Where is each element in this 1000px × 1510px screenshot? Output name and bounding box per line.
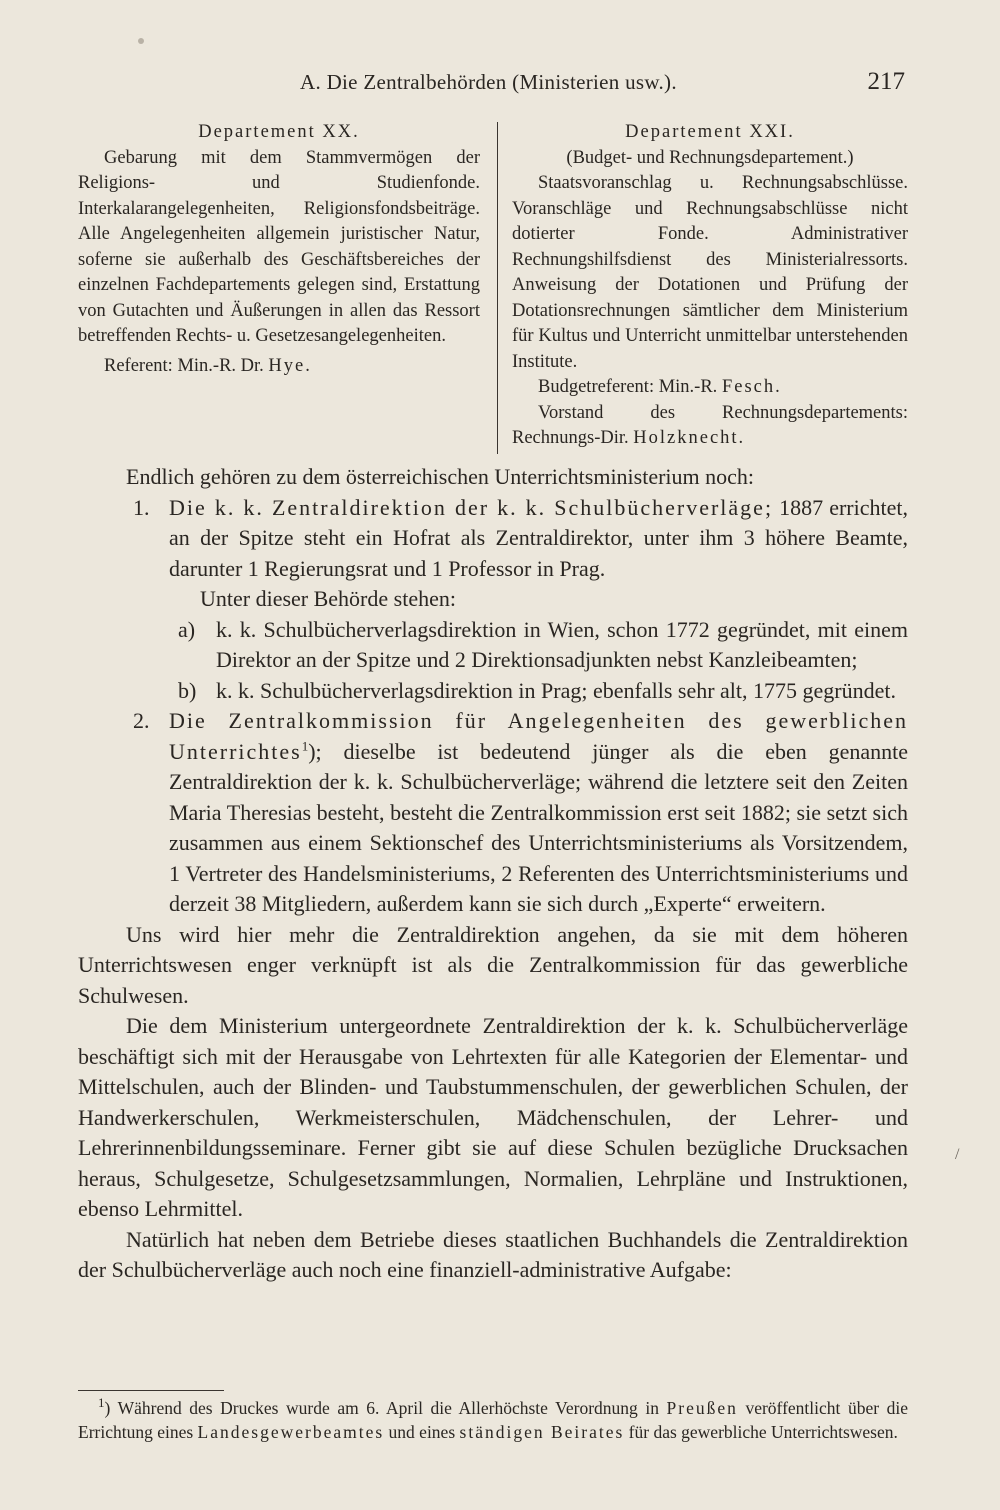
- footnote-spaced-b: Landesgewerbeamtes: [197, 1422, 385, 1442]
- department-xxi-body: Staatsvoranschlag u. Rechnungsabschlüsse. Voranschläge und Rechnungsabschlüsse nicht dotierter Fonde. Administrativer Rechnungshilfsdienst des Ministerialressorts. Anweisung der Dotationen und Prüfung der Dotationsrechnungen sämtlicher dem Ministerium für Kultus und Unterricht unmittelbar unterstehenden Institute.: [512, 173, 908, 372]
- sub-item-b-text: k. k. Schulbücherverlagsdirektion in Prag; ebenfalls sehr alt, 1775 gegründet.: [216, 677, 896, 703]
- footnote-text-a: ) Während des Druckes wurde am 6. April die Allerhöchste Verordnung in: [104, 1398, 667, 1418]
- footnote-spaced-a: Preußen: [666, 1398, 738, 1418]
- budgetreferent-name: Fesch.: [721, 377, 782, 397]
- list-item-1-heading: Die k. k. Zentraldirektion der k. k. Schulbücherverläge;: [169, 494, 774, 520]
- footnote-marker: 1: [98, 1395, 105, 1411]
- page-number: 217: [867, 68, 905, 95]
- vorstand-label: Vorstand des Rechnungsdepartements: Rechnungs-Dir.: [512, 402, 908, 448]
- budgetreferent-label: Budgetreferent: Min.-R.: [538, 377, 722, 397]
- header-title: A. Die Zentralbehörden (Ministerien usw.).: [300, 70, 677, 94]
- footnote: [78, 1396, 908, 1444]
- ink-spot: [138, 38, 144, 44]
- list-item-1-number: 1.: [133, 494, 150, 520]
- department-xxi: [512, 120, 908, 452]
- department-xxi-title: Departement XXI.: [625, 122, 795, 142]
- department-xx-title: Departement XX.: [198, 122, 360, 142]
- main-intro: Endlich gehören zu dem österreichischen Unterrichtsministerium noch:: [126, 464, 755, 489]
- sub-item-a: [178, 615, 908, 676]
- main-text: [78, 462, 908, 1286]
- list-item-1-sub-intro: Unter dieser Behörde stehen:: [200, 586, 456, 611]
- list-item-1: [133, 493, 908, 585]
- list-item-2: [133, 706, 908, 920]
- list-item-1-text: 1887 errichtet, an der Spitze steht ein Hofrat als Zentraldirektor, unter ihm 3 höhere Beamte, darunter 1 Regierungsrat und 1 Professor in Prag.: [169, 494, 908, 581]
- department-xx-body: Gebarung mit dem Stammvermögen der Religions- und Studienfonde. Interkalarangelegenheiten, Religionsfondsbeiträge. Alle Angelegenheiten allgemein juristischer Natur, soferne sie außerhalb des Geschäftsbereiches der einzelnen Fachdepartements gelegen sind, Erstattung von Gutachten und Äußerungen in allen das Ressort betreffenden Rechts- u. Gesetzesangelegenheiten.: [78, 147, 480, 346]
- footnote-text: [78, 1396, 908, 1444]
- sub-item-a-label: a): [178, 616, 196, 642]
- paragraph-3: Natürlich hat neben dem Betriebe dieses staatlichen Buchhandels die Zentraldirektion der Schulbücherverläge auch noch eine finanziell-administrative Aufgabe:: [78, 1226, 908, 1282]
- department-xxi-subtitle: (Budget- und Rechnungsdepartement.): [566, 147, 854, 168]
- footnote-spaced-c: ständigen Beirates: [459, 1422, 625, 1442]
- footnote-text-d: für das gewerbliche Unterrichtswesen.: [624, 1422, 898, 1442]
- sub-item-a-text: k. k. Schulbücherverlagsdirektion in Wien, schon 1772 gegründet, mit einem Direktor an der Spitze und 2 Direktionsadjunkten nebst Kanzleibeamten;: [216, 616, 908, 672]
- list-item-2-heading: Die Zentralkommission für Angelegenheiten des gewerblichen Unterrichtes: [169, 708, 908, 764]
- footnote-text-b: veröffentlicht über die Errichtung eines: [78, 1398, 908, 1442]
- margin-mark: /: [955, 1146, 960, 1163]
- list-item-2-text: ); dieselbe ist bedeutend jünger als die eben genannte Zentraldirektion der k. k. Schulbücherverläge; während die letztere seit den Zeiten Maria Theresias besteht, besteht die Zentralkommission erst seit 1882; sie setzt sich zusammen aus einem Sektionschef des Unterrichtsministeriums als Vorsitzendem, 1 Vertreter des Handelsministeriums, 2 Referenten des Unterrichtsministeriums und derzeit 38 Mitgliedern, außerdem kann sie sich durch „Experte“ erweitern.: [169, 738, 908, 916]
- running-header: [0, 70, 1000, 100]
- sub-item-b: [178, 676, 908, 707]
- department-xxi-budgetreferent: [512, 375, 908, 401]
- footnote-text-c: und eines: [384, 1422, 460, 1442]
- vorstand-name: Holzknecht.: [633, 428, 746, 448]
- referent-label: Referent: Min.-R. Dr.: [104, 355, 269, 376]
- sub-item-b-label: b): [178, 677, 197, 703]
- column-divider: [497, 122, 498, 454]
- paragraph-1: Uns wird hier mehr die Zentraldirektion angehen, da sie mit dem höheren Unterrichtswesen enger verknüpft ist als die Zentralkommission für das gewerbliche Schulwesen.: [78, 921, 908, 1008]
- paragraph-2: Die dem Ministerium untergeordnete Zentraldirektion der k. k. Schulbücherverläge beschäftigt sich mit der Herausgabe von Lehrtexten für alle Kategorien der Elementar- und Mittelschulen, auch der Blinden- und Taubstummenschulen, der gewerblichen Schulen, der Handwerkerschulen, Werkmeisterschulen, Mädchenschulen, der Lehrer- und Lehrerinnenbildungsseminare. Ferner gibt sie auf diese Schulen bezügliche Drucksachen heraus, Schulgesetze, Schulgesetzsammlungen, Normalien, Lehrpläne und Instruktionen, ebenso Lehrmittel.: [78, 1013, 908, 1221]
- footnote-reference: 1: [301, 738, 309, 754]
- footnote-rule: [78, 1390, 224, 1391]
- department-xx: [78, 120, 480, 379]
- list-item-2-number: 2.: [133, 708, 150, 733]
- department-xxi-vorstand: [512, 401, 908, 452]
- referent-name: Hye.: [268, 355, 312, 376]
- department-xx-referent: [78, 354, 480, 380]
